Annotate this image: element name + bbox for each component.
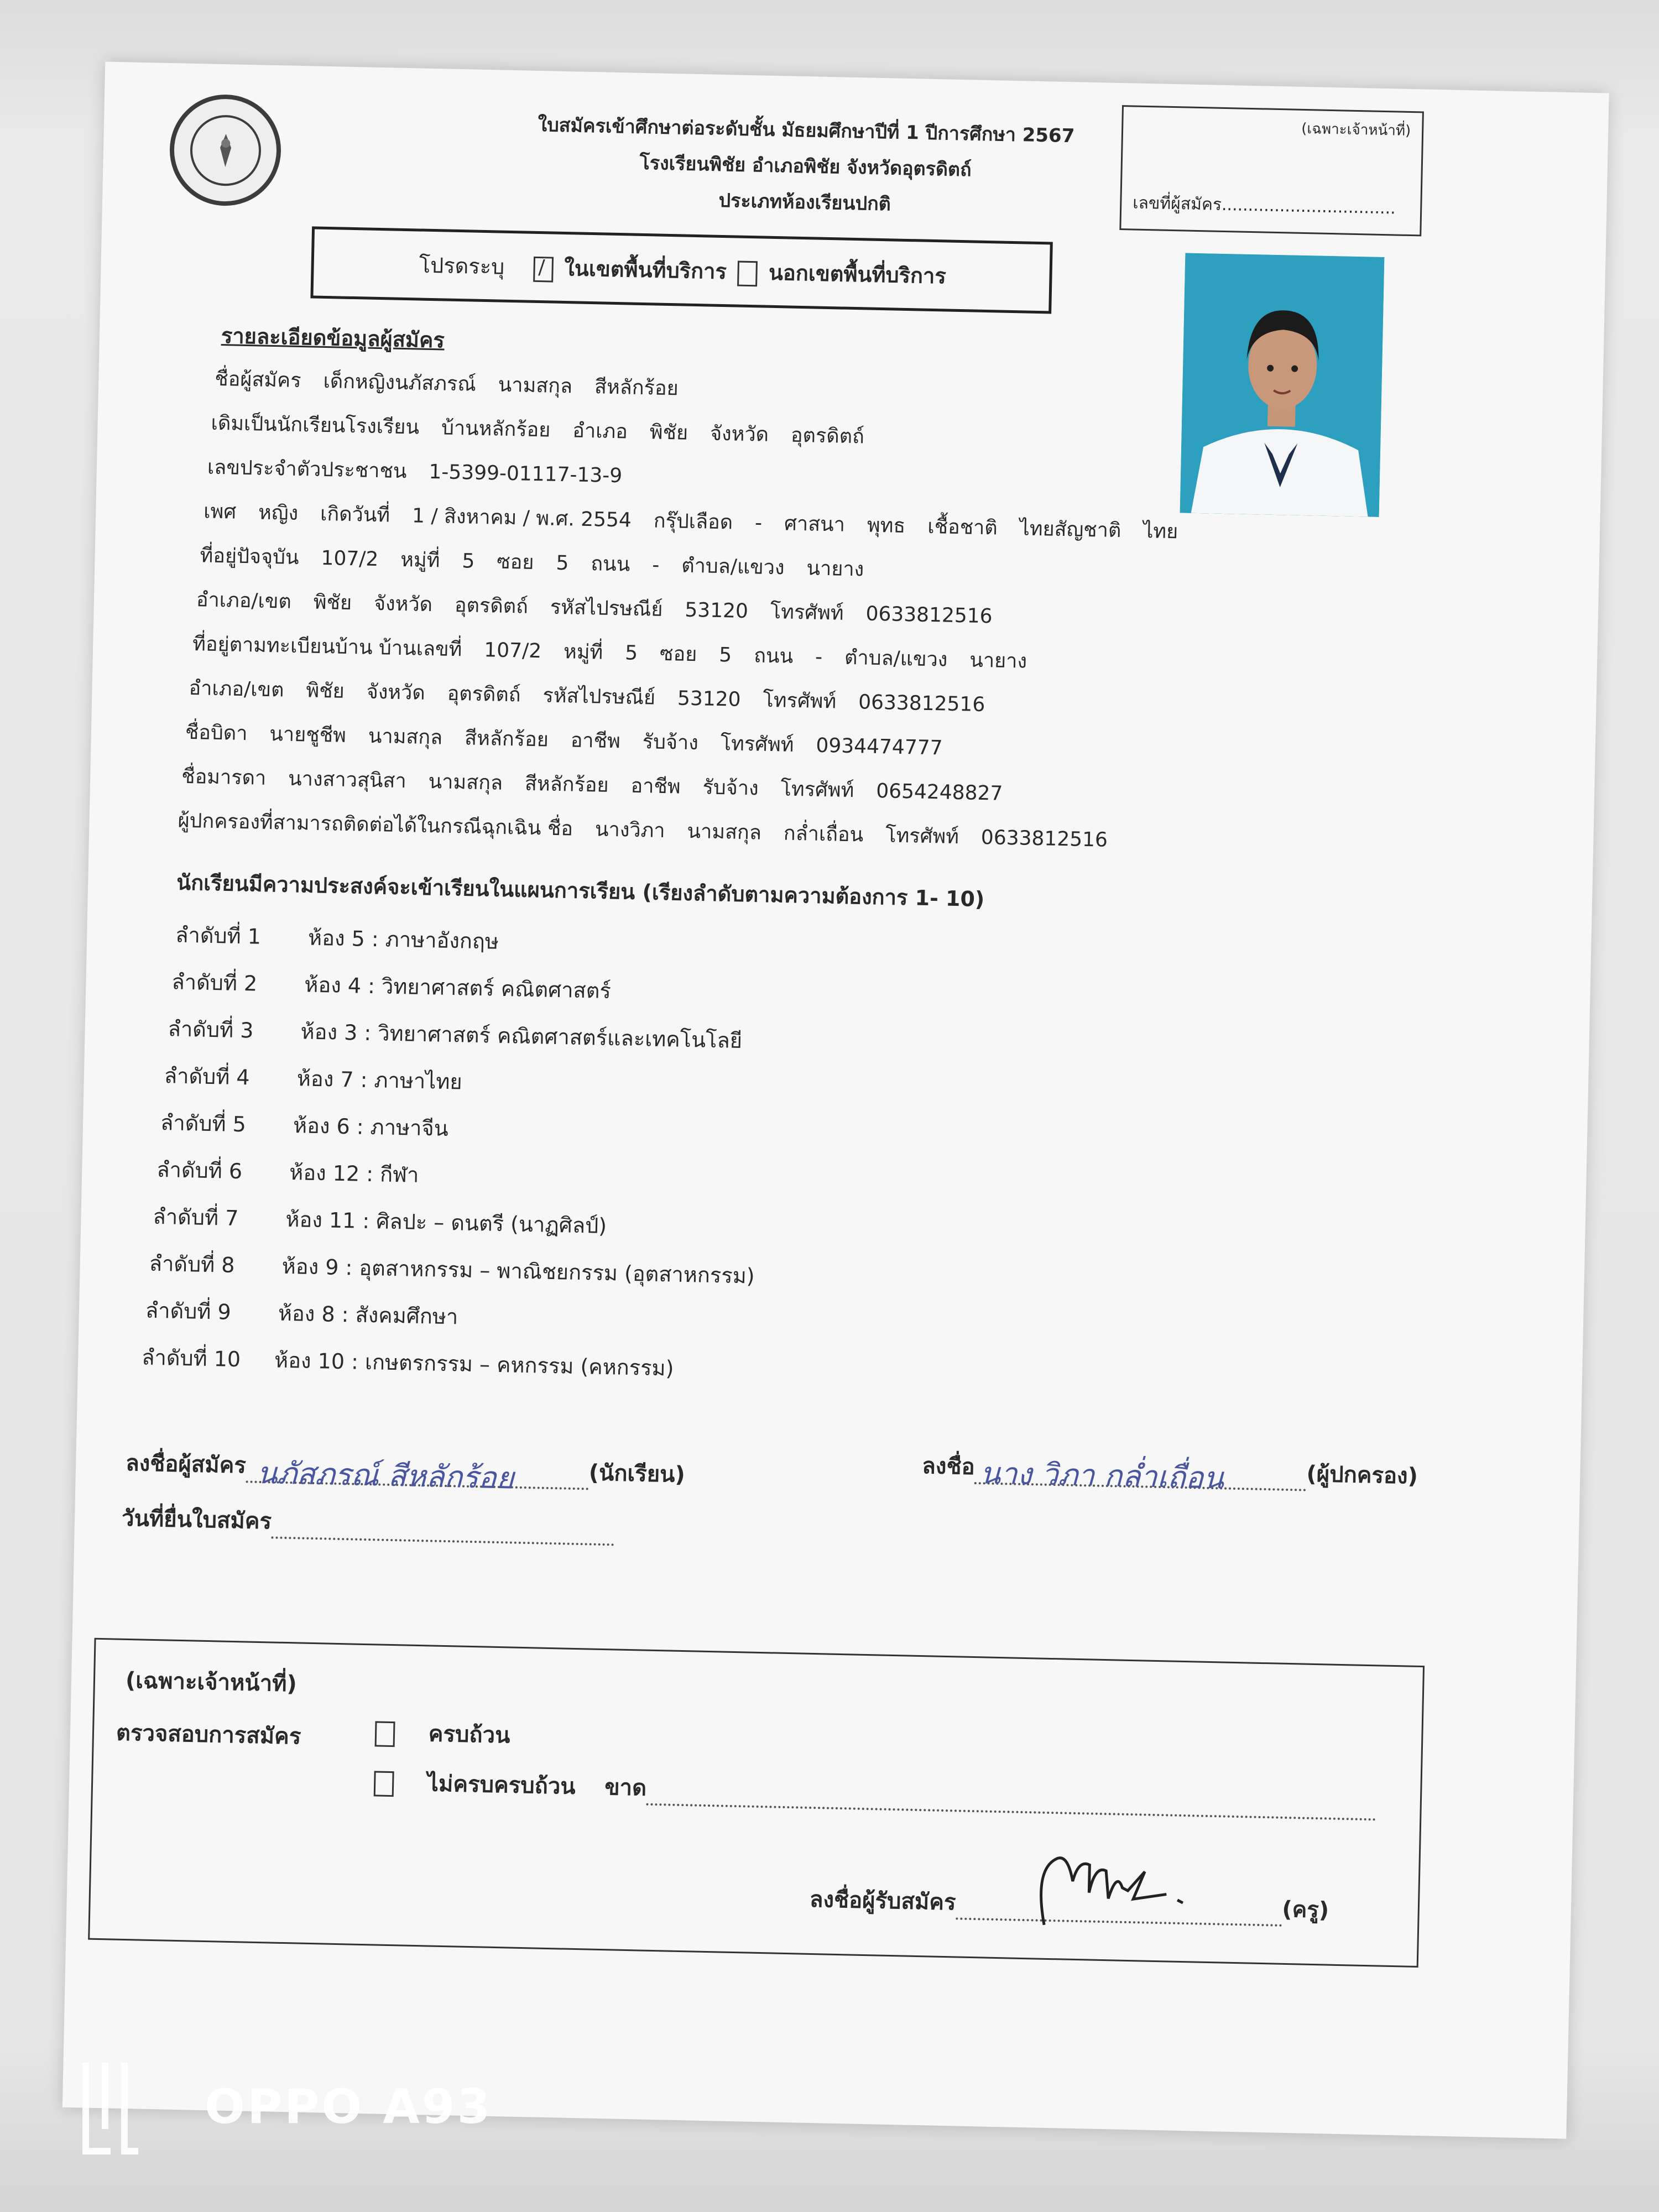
office-use-label: (เฉพาะเจ้าหน้าที่): [1301, 120, 1411, 139]
list-item: ลำดับที่ 4 ห้อง 7 : ภาษาไทย: [164, 1063, 463, 1094]
service-area-choice: [310, 226, 1052, 314]
complete-checkbox[interactable]: [375, 1721, 395, 1747]
detail-row: ชื่อผู้สมัคร เด็กหญิงนภัสภรณ์ นามสกุล สีหลักร้อย: [214, 367, 679, 400]
oppo-logo-icon: [77, 2057, 144, 2157]
incomplete-checkbox[interactable]: [374, 1771, 394, 1797]
school-emblem-icon: [189, 114, 262, 186]
out-area-label: นอกเขตพื้นที่บริการ: [768, 260, 947, 289]
office-use-box: [1119, 105, 1424, 236]
incomplete-option: ไม่ครบครบถ้วน ขาด: [369, 1764, 1377, 1820]
detail-row: เดิมเป็นนักเรียนโรงเรียน บ้านหลักร้อย อำเภอ พิชัย จังหวัด อุตรดิตถ์: [211, 411, 865, 448]
applicant-number-field: เลขที่ผู้สมัคร.................................: [1132, 193, 1396, 218]
detail-row: ชื่อบิดา นายชูชีพ นามสกุล สีหลักร้อย อาชีพ รับจ้าง โทรศัพท์ 0934474777: [185, 721, 943, 760]
applicant-handwritten-signature: นภัสภรณ์ สีหลักร้อย: [256, 1455, 514, 1496]
receiver-signature: ลงชื่อผู้รับสมัคร (ครู): [809, 1881, 1329, 1928]
class-type: ประเภทห้องเรียนปกติ: [718, 189, 891, 216]
guardian-signature: ลงชื่อ นาง วิภา กล่ำเถื่อน (ผู้ปกครอง): [922, 1448, 1418, 1494]
detail-row: อำเภอ/เขต พิชัย จังหวัด อุตรดิตถ์ รหัสไปรษณีย์ 53120 โทรศัพท์ 0633812516: [196, 588, 993, 628]
plan-title: นักเรียนมีความประสงค์จะเข้าเรียนในแผนการเรียน (เรียงลำดับตามความต้องการ 1- 10): [176, 870, 985, 912]
out-area-checkbox[interactable]: [737, 260, 758, 286]
check-label: ตรวจสอบการสมัคร: [116, 1720, 301, 1750]
list-item: ลำดับที่ 1 ห้อง 5 : ภาษาอังกฤษ: [175, 922, 499, 954]
guardian-handwritten-signature: นาง วิภา กล่ำเถื่อน: [979, 1455, 1224, 1496]
list-item: ลำดับที่ 6 ห้อง 12 : กีฬา: [156, 1157, 419, 1187]
detail-row: ที่อยู่ตามทะเบียนบ้าน บ้านเลขที่ 107/2 หมู่ที่ 5 ซอย 5 ถนน - ตำบล/แขวง นายาง: [192, 633, 1027, 673]
list-item: ลำดับที่ 3 ห้อง 3 : วิทยาศาสตร์ คณิตศาสตร์และเทคโนโลยี: [168, 1016, 743, 1053]
in-area-label: ในเขตพื้นที่บริการ: [564, 255, 727, 284]
camera-watermark: OPPO A93: [205, 2079, 493, 2135]
staff-box-title: (เฉพาะเจ้าหน้าที่): [125, 1667, 298, 1697]
section-title: รายละเอียดข้อมูลผู้สมัคร: [221, 324, 445, 353]
in-area-checkbox[interactable]: [533, 256, 554, 282]
receiver-signature-scribble: [1021, 1836, 1201, 1950]
detail-row: อำเภอ/เขต พิชัย จังหวัด อุตรดิตถ์ รหัสไปรษณีย์ 53120 โทรศัพท์ 0633812516: [189, 676, 985, 717]
list-item: ลำดับที่ 2 ห้อง 4 : วิทยาศาสตร์ คณิตศาสตร์: [171, 969, 612, 1004]
detail-row: เลขประจำตัวประชาชน 1-5399-01117-13-9: [207, 456, 623, 488]
list-item: ลำดับที่ 10 ห้อง 10 : เกษตรกรรม – คหกรรม (คหกรรม): [141, 1345, 674, 1381]
submission-date-field: วันที่ยื่นใบสมัคร: [121, 1500, 614, 1546]
list-item: ลำดับที่ 9 ห้อง 8 : สังคมศึกษา: [145, 1298, 458, 1329]
school-name: โรงเรียนพิชัย อำเภอพิชัย จังหวัดอุตรดิตถ์: [639, 152, 972, 181]
complete-option: ครบถ้วน: [370, 1714, 510, 1752]
list-item: ลำดับที่ 7 ห้อง 11 : ศิลปะ – ดนตรี (นาฏศิลป์): [153, 1204, 607, 1238]
detail-row: ชื่อมารดา นางสาวสุนิสา นามสกุล สีหลักร้อย อาชีพ รับจ้าง โทรศัพท์ 0654248827: [181, 765, 1003, 805]
staff-use-box: [88, 1638, 1425, 1968]
detail-row: ที่อยู่ปัจจุบัน 107/2 หมู่ที่ 5 ซอย 5 ถนน - ตำบล/แขวง นายาง: [200, 544, 864, 581]
applicant-photo: [1180, 253, 1385, 517]
list-item: ลำดับที่ 5 ห้อง 6 : ภาษาจีน: [160, 1110, 449, 1141]
list-item: ลำดับที่ 8 ห้อง 9 : อุตสาหกรรม – พาณิชยกรรม (อุตสาหกรรม): [149, 1251, 755, 1288]
detail-row: ผู้ปกครองที่สามารถติดต่อได้ในกรณีฉุกเฉิน ชื่อ นางวิภา นามสกุล กล่ำเถื่อน โทรศัพท์ 0633812516: [178, 809, 1108, 852]
school-logo: [169, 93, 282, 207]
form-title: ใบสมัครเข้าศึกษาต่อระดับชั้น มัธยมศึกษาปีที่ 1 ปีการศึกษา 2567: [538, 113, 1075, 148]
choice-prompt: โปรดระบุ: [419, 253, 505, 279]
applicant-signature: ลงชื่อผู้สมัคร นภัสภรณ์ สีหลักร้อย (นักเรียน): [126, 1445, 686, 1492]
detail-row: เพศ หญิง เกิดวันที่ 1 / สิงหาคม / พ.ศ. 2554 กรุ๊ปเลือด - ศาสนา พุทธ เชื้อชาติ ไทยสัญชาติ ไทย: [203, 500, 1178, 544]
application-form-paper: [62, 62, 1609, 2139]
